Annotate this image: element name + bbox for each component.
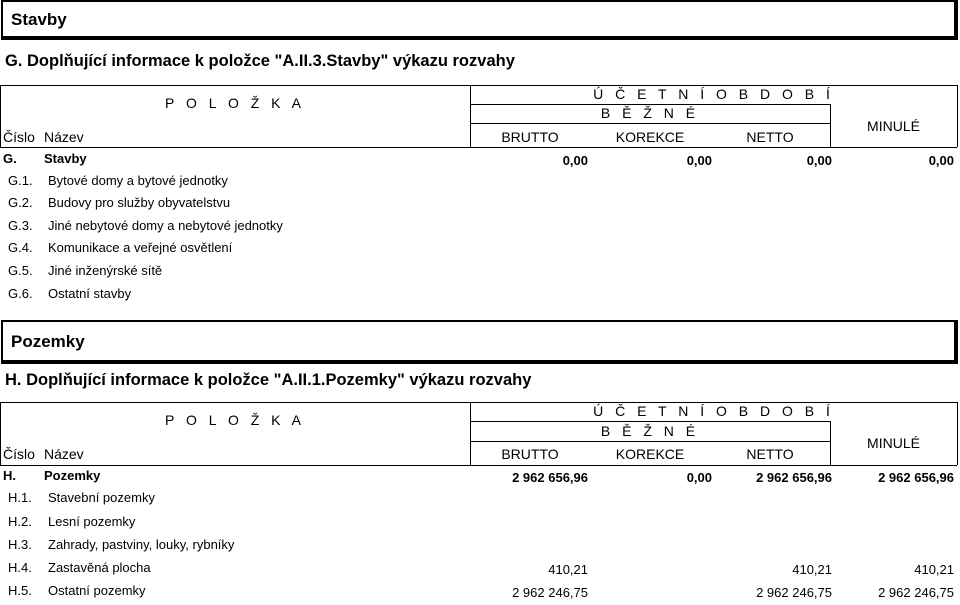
- header-bezne: B Ě Ž N É: [600, 105, 700, 121]
- row-korekce: 0,00: [686, 470, 712, 485]
- header-brutto: BRUTTO: [501, 446, 559, 462]
- row-cislo: G.: [3, 151, 17, 166]
- row-cislo: G.4.: [8, 240, 33, 255]
- header-bezne-line: [470, 441, 830, 442]
- row-minule: 410,21: [914, 562, 954, 577]
- section-banner-stavby: [1, 0, 958, 40]
- header-minule: MINULÉ: [867, 435, 920, 451]
- header-nazev: Název: [44, 129, 84, 145]
- row-nazev: Komunikace a veřejné osvětlení: [48, 240, 233, 255]
- row-cislo: H.5.: [8, 583, 32, 598]
- header-right-line: [957, 85, 958, 147]
- header-korekce: KOREKCE: [615, 446, 685, 462]
- header-cislo: Číslo: [3, 446, 35, 462]
- header-period-line: [470, 421, 830, 422]
- header-bezne-line: [470, 123, 830, 124]
- row-netto: 0,00: [806, 153, 832, 168]
- header-polozka: P O L O Ž K A: [165, 412, 305, 428]
- row-nazev: Ostatní stavby: [48, 286, 132, 301]
- header-nazev: Název: [44, 446, 84, 462]
- row-nazev: Stavební pozemky: [48, 490, 155, 505]
- header-bottom-line: [0, 465, 957, 466]
- row-minule: 0,00: [928, 153, 954, 168]
- row-cislo: H.: [3, 468, 16, 483]
- row-nazev: Jiné inženýrské sítě: [48, 263, 163, 278]
- header-korekce: KOREKCE: [615, 129, 685, 145]
- section-banner-pozemky: [1, 320, 958, 364]
- row-cislo: G.5.: [8, 263, 33, 278]
- row-brutto: 2 962 656,96: [512, 470, 588, 485]
- header-polozka: P O L O Ž K A: [165, 95, 305, 111]
- row-cislo: G.2.: [8, 195, 33, 210]
- row-nazev: Bytové domy a bytové jednotky: [48, 173, 228, 188]
- header-right-line: [957, 402, 958, 465]
- header-netto: NETTO: [746, 446, 794, 462]
- row-nazev: Zastavěná plocha: [48, 560, 151, 575]
- row-cislo: H.4.: [8, 560, 32, 575]
- header-brutto: BRUTTO: [501, 129, 559, 145]
- row-brutto: 410,21: [548, 562, 588, 577]
- row-nazev: Ostatní pozemky: [48, 583, 146, 598]
- row-cislo: G.1.: [8, 173, 33, 188]
- header-ucetni-obdobi: Ú Č E T N Í O B D O B Í: [593, 86, 834, 102]
- header-bezne: B Ě Ž N É: [600, 423, 700, 439]
- row-brutto: 2 962 246,75: [512, 585, 588, 600]
- row-nazev: Zahrady, pastviny, louky, rybníky: [48, 537, 235, 552]
- row-cislo: H.2.: [8, 514, 32, 529]
- row-korekce: 0,00: [686, 153, 712, 168]
- row-cislo: H.1.: [8, 490, 32, 505]
- row-netto: 2 962 246,75: [756, 585, 832, 600]
- row-netto: 2 962 656,96: [756, 470, 832, 485]
- row-nazev: Lesní pozemky: [48, 514, 136, 529]
- header-bottom-line: [0, 147, 957, 148]
- header-cislo: Číslo: [3, 129, 35, 145]
- row-nazev: Pozemky: [44, 468, 101, 483]
- row-cislo: G.3.: [8, 218, 33, 233]
- section-title-h: H. Doplňující informace k položce "A.II.1.Pozemky" výkazu rozvahy: [5, 371, 532, 389]
- row-minule: 2 962 246,75: [878, 585, 954, 600]
- header-minule: MINULÉ: [867, 118, 920, 134]
- banner-title: Pozemky: [11, 332, 85, 351]
- row-cislo: G.6.: [8, 286, 33, 301]
- header-netto: NETTO: [746, 129, 794, 145]
- row-netto: 410,21: [792, 562, 832, 577]
- row-minule: 2 962 656,96: [878, 470, 954, 485]
- row-nazev: Stavby: [44, 151, 87, 166]
- section-title-g: G. Doplňující informace k položce "A.II.3.Stavby" výkazu rozvahy: [5, 52, 515, 70]
- row-nazev: Budovy pro služby obyvatelstvu: [48, 195, 231, 210]
- row-nazev: Jiné nebytové domy a nebytové jednotky: [48, 218, 283, 233]
- row-cislo: H.3.: [8, 537, 32, 552]
- banner-title: Stavby: [11, 10, 67, 29]
- row-brutto: 0,00: [562, 153, 588, 168]
- header-ucetni-obdobi: Ú Č E T N Í O B D O B Í: [593, 403, 834, 419]
